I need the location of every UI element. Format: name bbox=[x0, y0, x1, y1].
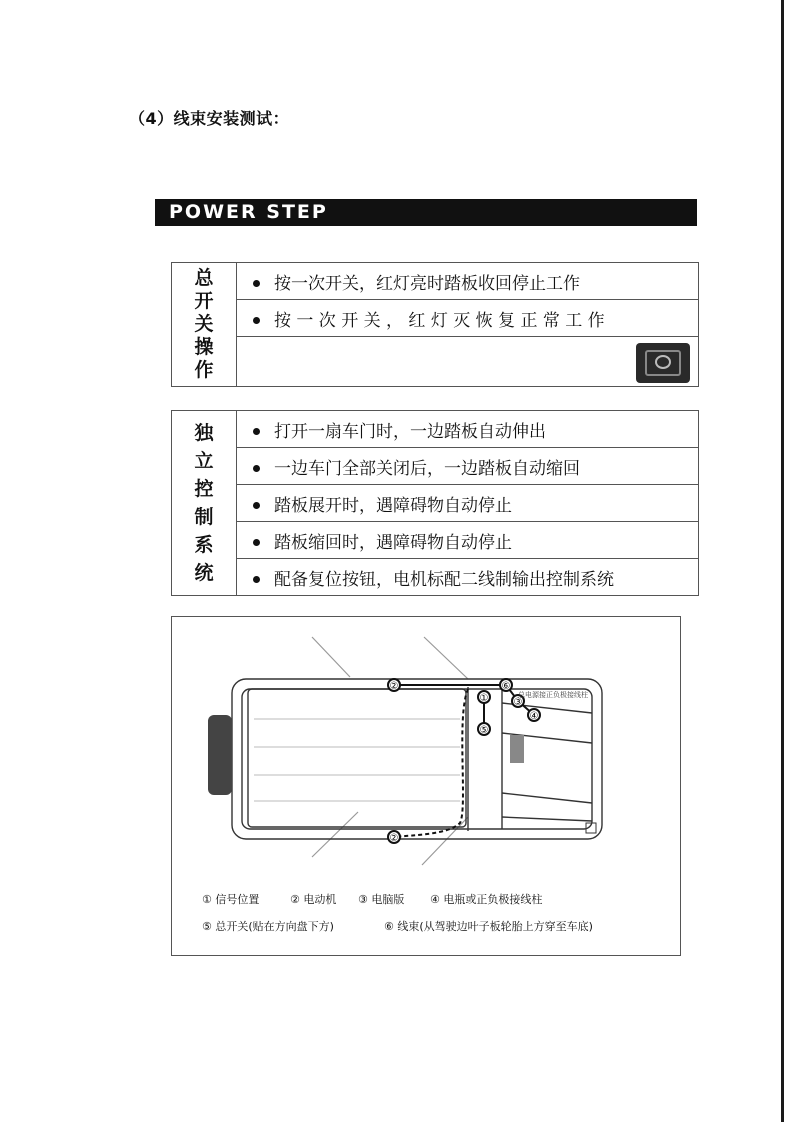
table-row: 按一次开关，红灯亮时踏板收回停止工作 bbox=[237, 263, 699, 300]
wiring-diagram bbox=[171, 616, 681, 956]
master-switch-label: 总开关操作 bbox=[172, 263, 237, 387]
svg-text:⑤: ⑤ bbox=[479, 725, 489, 736]
marker-2-top bbox=[388, 679, 400, 692]
legend-item: ④ 电瓶或正负极接线柱 bbox=[430, 893, 543, 906]
svg-text:②: ② bbox=[389, 681, 399, 692]
table-row: 踏板展开时，遇障碍物自动停止 bbox=[237, 485, 699, 522]
page-edge-rule bbox=[781, 0, 784, 1122]
bullet-icon bbox=[253, 576, 260, 583]
table-row: 一边车门全部关闭后，一边踏板自动缩回 bbox=[237, 448, 699, 485]
bullet-icon bbox=[253, 317, 260, 324]
table-row: 配备复位按钮，电机标配二线制输出控制系统 bbox=[237, 559, 699, 596]
door-guide-lines bbox=[312, 637, 468, 865]
legend-item: ② 电动机 bbox=[290, 893, 337, 906]
legend-item: ① 信号位置 bbox=[202, 893, 260, 906]
legend-item: ⑤ 总开关(贴在方向盘下方) bbox=[202, 920, 334, 933]
svg-text:①: ① bbox=[479, 693, 489, 704]
vehicle-outline bbox=[232, 679, 602, 839]
spare-tire bbox=[208, 715, 232, 795]
svg-text:④: ④ bbox=[529, 711, 539, 722]
bullet-icon bbox=[253, 280, 260, 287]
svg-text:③: ③ bbox=[513, 697, 523, 708]
table-row: 踏板缩回时，遇障碍物自动停止 bbox=[237, 522, 699, 559]
marker-5 bbox=[478, 723, 490, 736]
legend bbox=[202, 892, 593, 933]
legend-item: ③ 电脑版 bbox=[358, 893, 405, 906]
bullet-icon bbox=[253, 502, 260, 509]
switch-button-icon bbox=[636, 343, 690, 383]
independent-control-label: 独立控制系统 bbox=[172, 411, 237, 596]
bullet-icon bbox=[253, 465, 260, 472]
bullet-icon bbox=[253, 428, 260, 435]
marker-6 bbox=[500, 679, 512, 692]
master-switch-table bbox=[171, 262, 699, 387]
table-row: 按 一 次 开 关 ， 红 灯 灭 恢 复 正 常 工 作 bbox=[237, 300, 699, 337]
legend-item: ⑥ 线束(从驾驶边叶子板轮胎上方穿至车底) bbox=[384, 920, 593, 933]
section-heading: （4）线束安装测试： bbox=[129, 109, 290, 128]
marker-4 bbox=[528, 709, 540, 722]
svg-text:②: ② bbox=[389, 833, 399, 844]
switch-image-row bbox=[237, 337, 699, 387]
marker-2-bottom bbox=[388, 831, 400, 844]
callout-label: 总电源接正负极接线柱 bbox=[518, 691, 588, 699]
svg-text:⑥: ⑥ bbox=[501, 681, 511, 692]
grille bbox=[510, 735, 524, 763]
bed-stripes bbox=[254, 719, 460, 801]
vehicle-top-view bbox=[172, 617, 680, 955]
bullet-icon bbox=[253, 539, 260, 546]
harness-wire-dashed bbox=[394, 689, 468, 837]
marker-1 bbox=[478, 691, 490, 704]
table-row: 打开一扇车门时，一边踏板自动伸出 bbox=[237, 411, 699, 448]
independent-control-table bbox=[171, 410, 699, 596]
power-step-banner: POWER STEP bbox=[155, 199, 697, 226]
